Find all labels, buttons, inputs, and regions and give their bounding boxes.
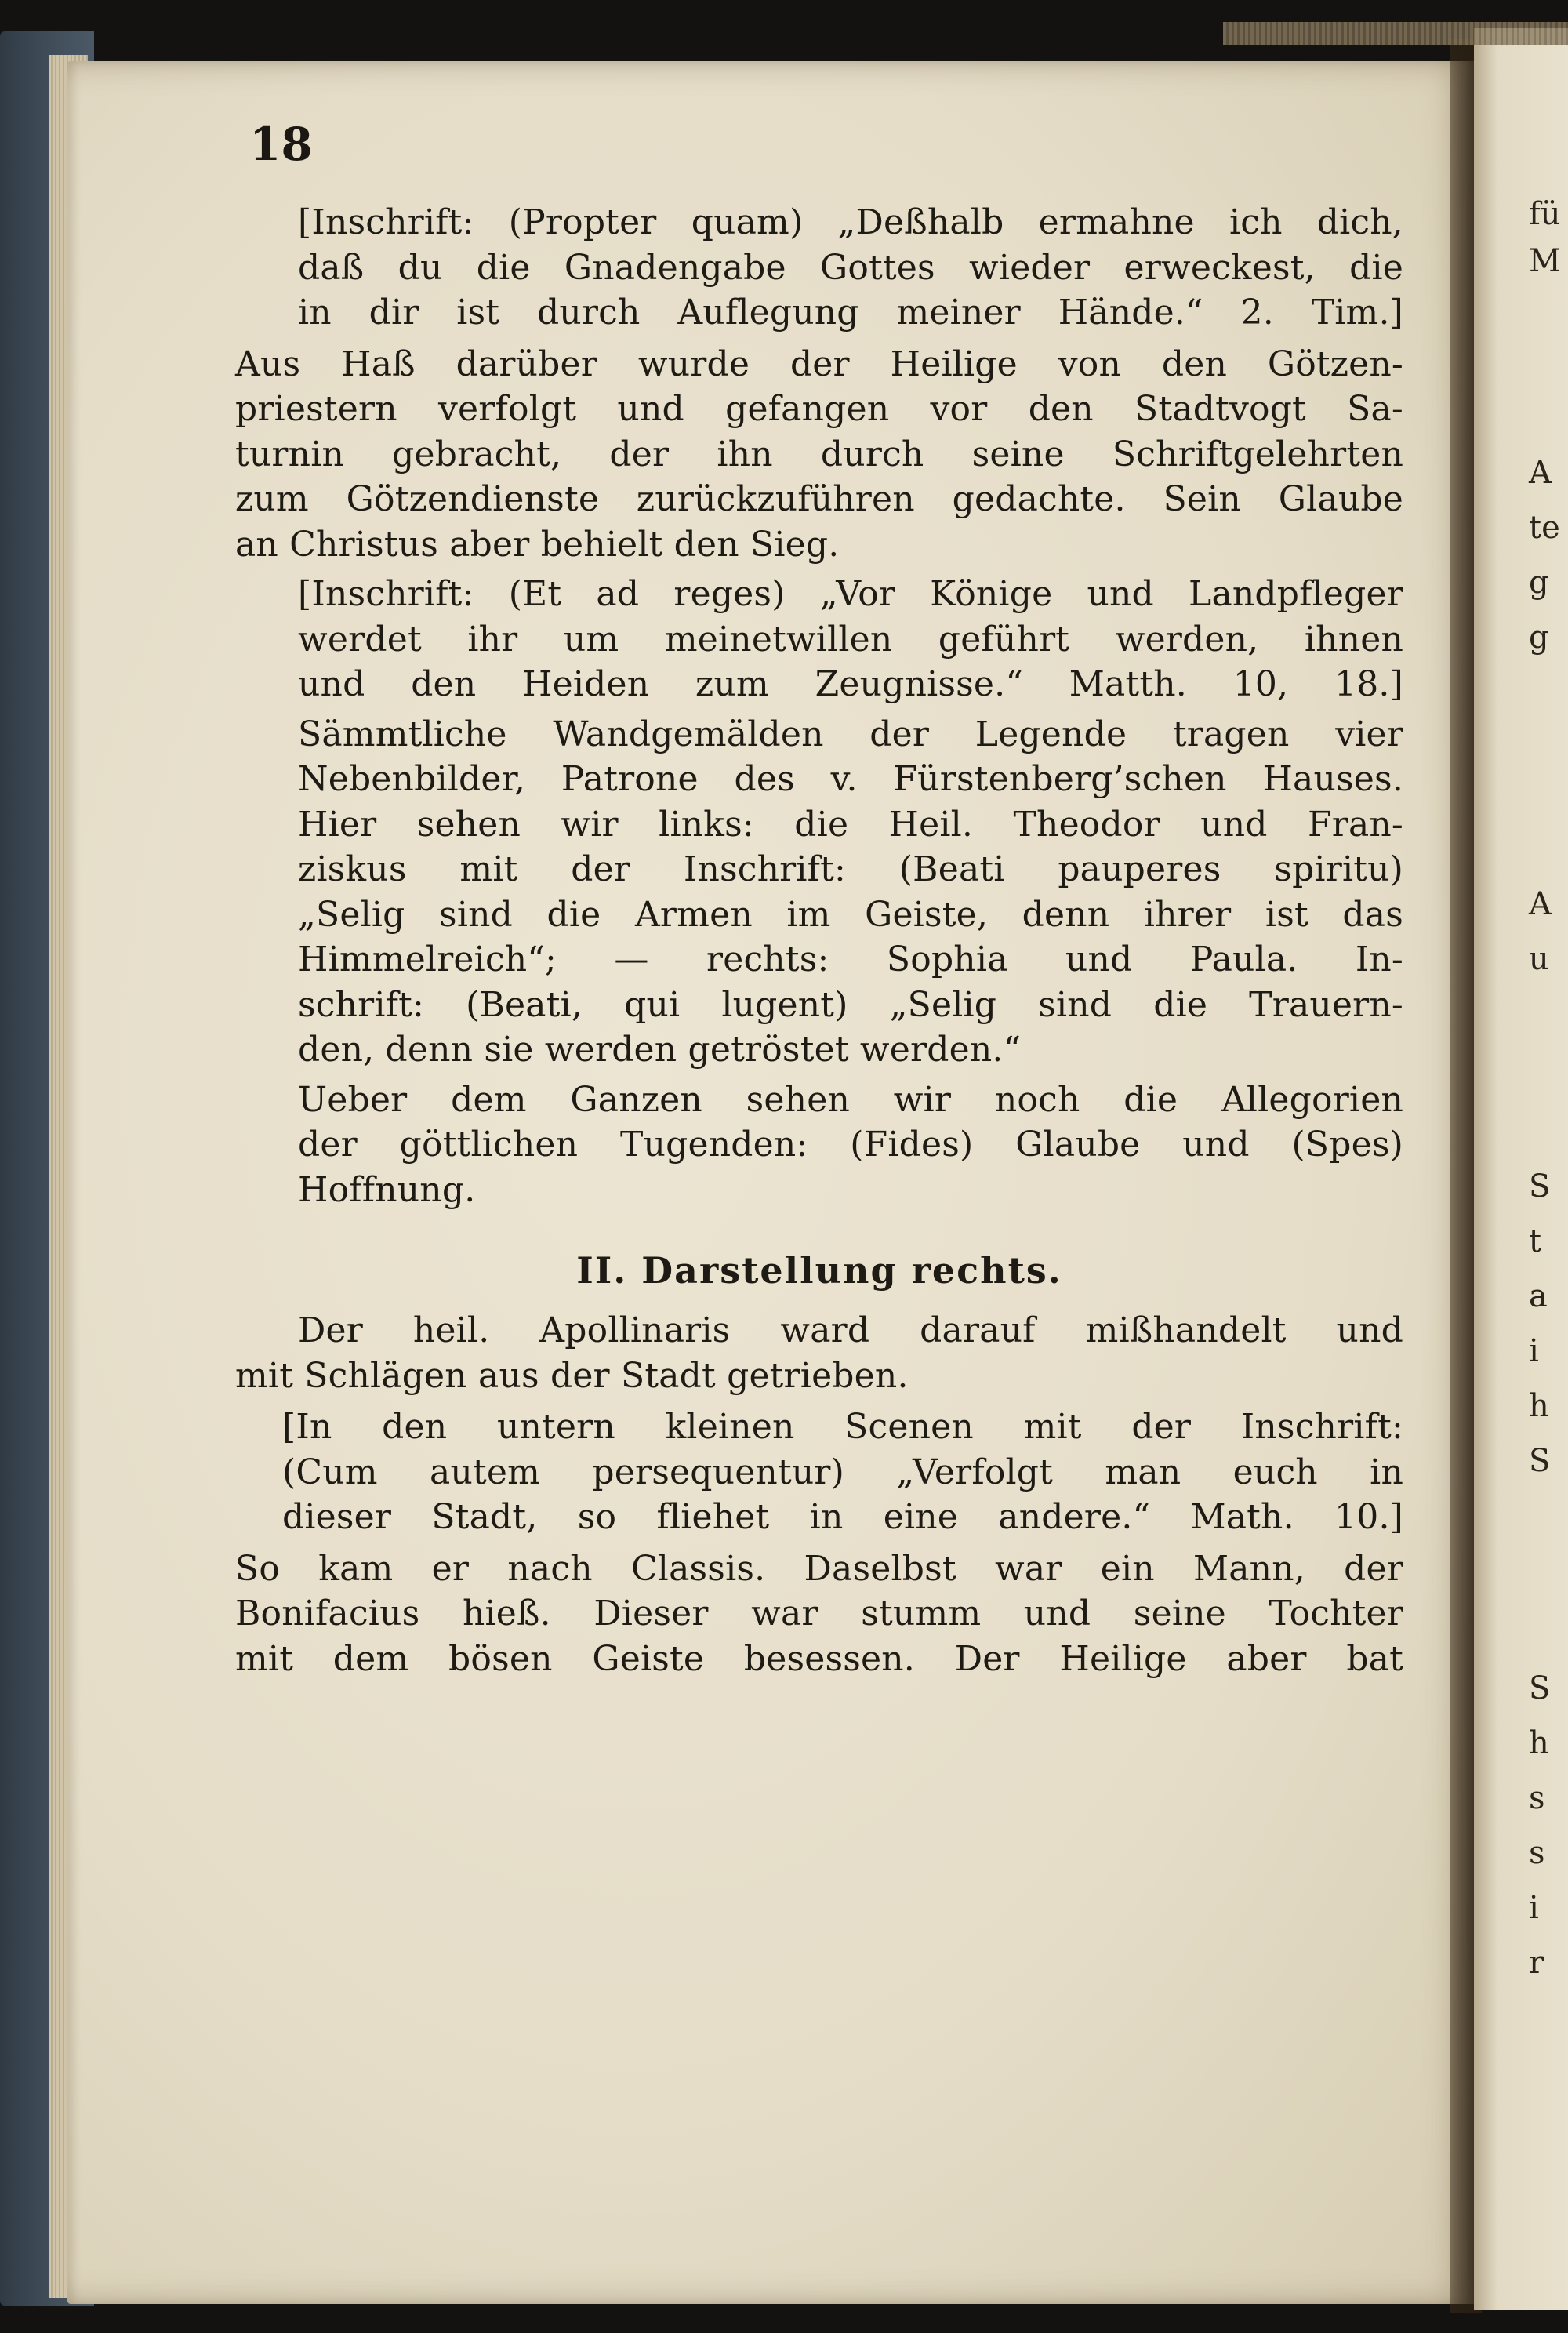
text-line: priestern verfolgt und gefangen vor den Stadtvogt Sa-	[235, 389, 1403, 429]
text-line: [Inschrift: (Propter quam) „Deßhalb ermahne ich dich,	[298, 202, 1403, 242]
text-line: den, denn sie werden getröstet werden.“	[298, 1030, 1022, 1070]
text-line: zum Götzendienste zurückzuführen gedachte. Sein Glaube	[235, 479, 1403, 519]
text-line: „Selig sind die Armen im Geiste, denn ihrer ist das	[298, 894, 1403, 935]
text-line: Sämmtliche Wandgemälden der Legende tragen vier	[298, 714, 1403, 754]
right-page-fragment: g	[1529, 620, 1549, 656]
page-body-text	[235, 200, 1403, 1681]
text-line: Der heil. Apollinaris ward darauf mißhandelt und	[298, 1310, 1403, 1350]
spine-fabric	[1223, 22, 1568, 45]
right-page-fragment: A	[1529, 886, 1552, 922]
text-line: der göttlichen Tugenden: (Fides) Glaube und (Spes)	[298, 1125, 1403, 1165]
text-line: Hoffnung.	[298, 1169, 476, 1210]
line-gap	[235, 1540, 1403, 1546]
right-page-fragment: s	[1529, 1835, 1545, 1871]
right-page-fragment: te	[1529, 510, 1560, 546]
right-page-fragment: s	[1529, 1780, 1545, 1816]
right-page-fragment: i	[1529, 1333, 1539, 1369]
page-number: 18	[249, 118, 313, 171]
text-line: [Inschrift: (Et ad reges) „Vor Könige und Landpfleger	[298, 574, 1403, 614]
right-page-fragment: A	[1529, 455, 1552, 491]
line-gap	[235, 1398, 1403, 1405]
right-page-fragment: t	[1529, 1223, 1542, 1259]
right-page-fragment: h	[1529, 1725, 1549, 1761]
text-line: Aus Haß darüber wurde der Heilige von den Götzen-	[235, 343, 1403, 384]
text-line: turnin gebracht, der ihn durch seine Schriftgelehrten	[235, 434, 1403, 474]
text-line: werdet ihr um meinetwillen geführt werden, ihnen	[298, 619, 1403, 660]
right-page-fragment: S	[1529, 1443, 1551, 1479]
text-line: an Christus aber behielt den Sieg.	[235, 524, 840, 565]
right-page-fragment: h	[1529, 1388, 1549, 1424]
right-page-fragment: i	[1529, 1890, 1539, 1926]
text-line: So kam er nach Classis. Daselbst war ein Mann, der	[235, 1548, 1403, 1589]
line-gap	[235, 1212, 1403, 1236]
text-line: Hier sehen wir links: die Heil. Theodor und Fran-	[298, 804, 1403, 845]
text-line: [In den untern kleinen Scenen mit der Inschrift:	[282, 1407, 1403, 1447]
right-page-fragment: g	[1529, 565, 1549, 601]
right-page-fragment: S	[1529, 1168, 1551, 1205]
text-line: dieser Stadt, so fliehet in eine andere.“ Math. 10.]	[282, 1497, 1403, 1537]
right-page-fragment: fü	[1529, 196, 1561, 232]
right-page-fragment: r	[1529, 1945, 1544, 1981]
text-line: ziskus mit der Inschrift: (Beati pauperes spiritu)	[298, 849, 1403, 889]
right-page-fragment: M	[1529, 243, 1561, 279]
text-line: mit dem bösen Geiste besessen. Der Heilige aber bat	[235, 1638, 1403, 1679]
line-gap	[235, 336, 1403, 342]
text-line: schrift: (Beati, qui lugent) „Selig sind die Trauern-	[298, 984, 1403, 1025]
right-page-fragment: u	[1529, 941, 1549, 977]
text-line: daß du die Gnadengabe Gottes wieder erweckest, die	[298, 247, 1403, 288]
text-line: mit Schlägen aus der Stadt getrieben.	[235, 1355, 909, 1396]
right-page-fragment: S	[1529, 1670, 1551, 1706]
text-line: in dir ist durch Auflegung meiner Hände.“ 2. Tim.]	[298, 293, 1403, 333]
text-line: Nebenbilder, Patrone des v. Fürstenberg’schen Hauses.	[298, 759, 1403, 799]
right-page-edge	[1474, 28, 1568, 2310]
text-line: (Cum autem persequentur) „Verfolgt man euch in	[282, 1452, 1403, 1492]
right-page-fragment: a	[1529, 1278, 1548, 1314]
text-line: und den Heiden zum Zeugnisse.“ Matth. 10, 18.]	[298, 664, 1403, 704]
text-line: Bonifacius hieß. Dieser war stumm und seine Tochter	[235, 1593, 1403, 1633]
section-heading: II. Darstellung rechts.	[576, 1249, 1062, 1292]
text-line: Himmelreich“; — rechts: Sophia und Paula. In-	[298, 939, 1403, 979]
text-line: Ueber dem Ganzen sehen wir noch die Allegorien	[298, 1079, 1403, 1120]
